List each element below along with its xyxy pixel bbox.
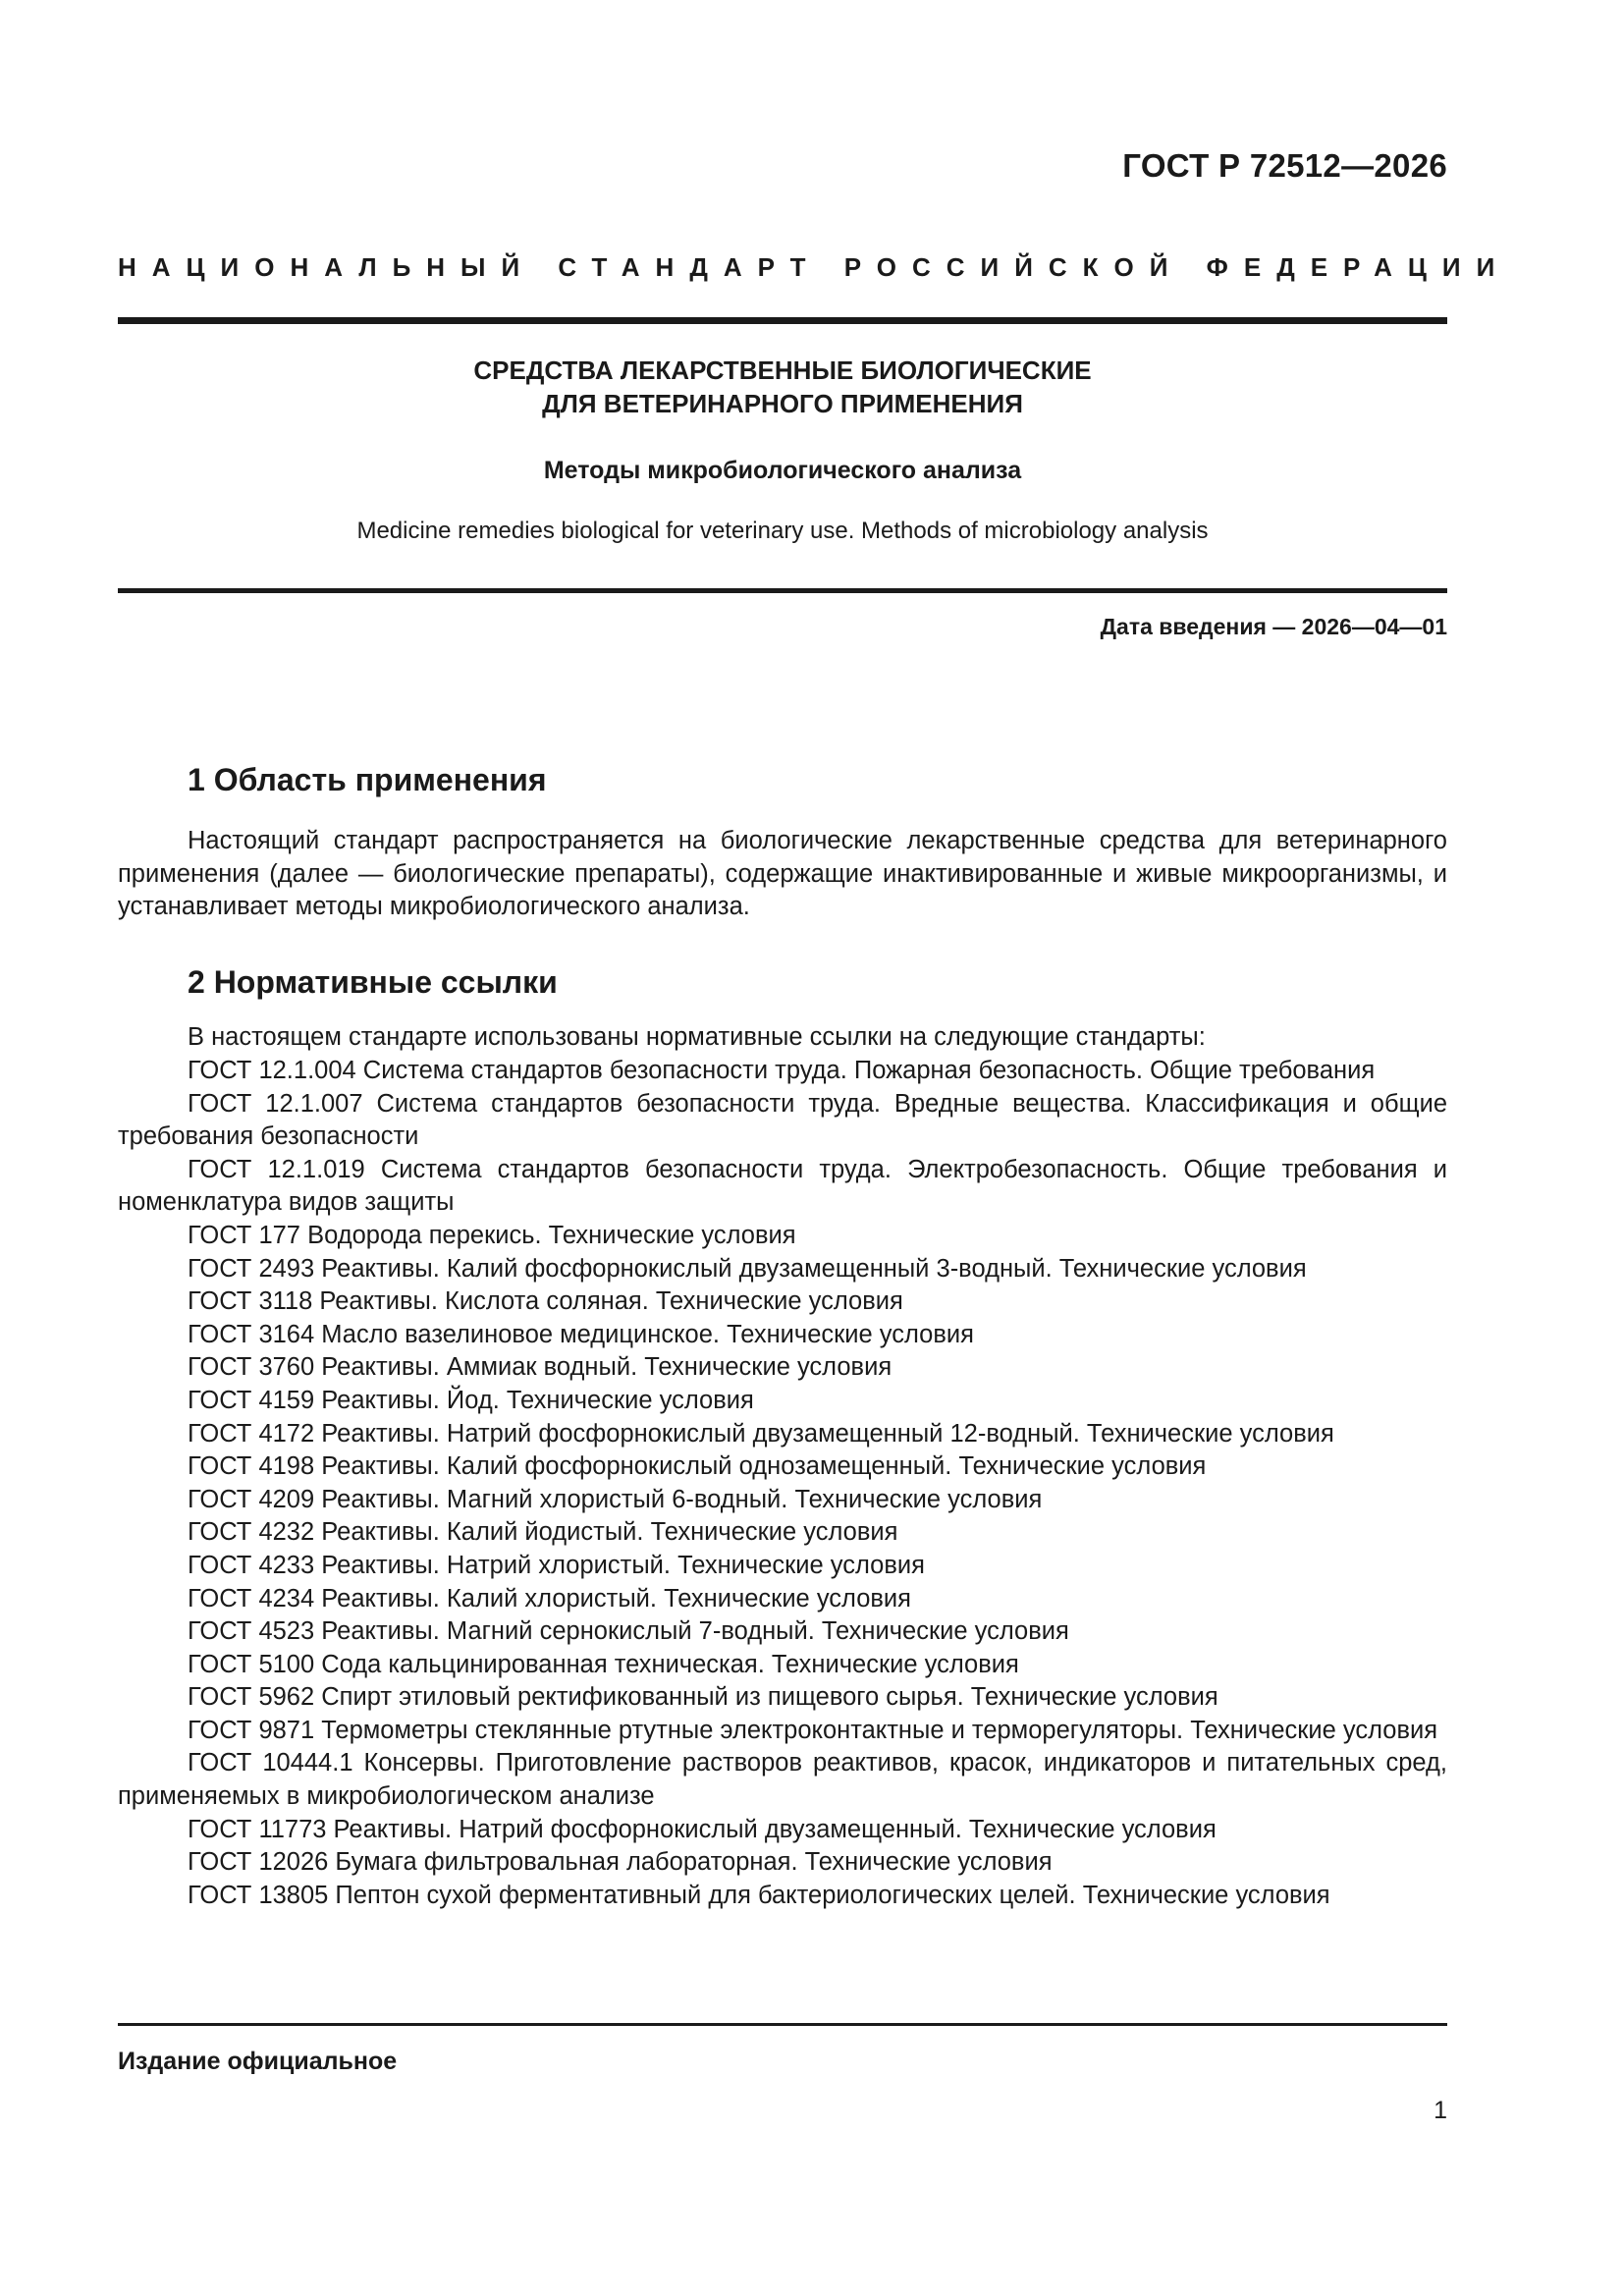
section-1-paragraph: Настоящий стандарт распространяется на биологические лекарственные средства для ветеринарного применения (далее — биологические препараты), содержащие инактивированные и живые микроорганизмы, и устанавливает методы микробиологического анализа. — [118, 827, 1447, 921]
section-2-intro — [118, 1021, 1447, 1055]
reference-item: ГОСТ 11773 Реактивы. Натрий фосфорнокислый двузамещенный. Технические условия — [188, 1815, 1217, 1843]
reference-item: ГОСТ 3760 Реактивы. Аммиак водный. Технические условия — [188, 1353, 893, 1382]
reference-item: ГОСТ 177 Водорода перекись. Технические условия — [188, 1221, 796, 1249]
page-number: 1 — [1434, 2097, 1447, 2124]
reference-item: ГОСТ 12.1.019 Система стандартов безопасности труда. Электробезопасность. Общие требования и номенклатура видов защиты — [118, 1155, 1447, 1217]
reference-item: ГОСТ 10444.1 Консервы. Приготовление растворов реактивов, красок, индикаторов и питательных сред, применяемых в микробиологическом анализе — [118, 1749, 1447, 1811]
reference-list — [118, 1055, 1447, 1912]
reference-item: ГОСТ 4523 Реактивы. Магний сернокислый 7-водный. Технические условия — [188, 1617, 1069, 1646]
reference-item: ГОСТ 4233 Реактивы. Натрий хлористый. Технические условия — [188, 1551, 925, 1579]
reference-item: ГОСТ 3164 Масло вазелиновое медицинское. Технические условия — [188, 1320, 974, 1348]
reference-item: ГОСТ 12.1.004 Система стандартов безопасности труда. Пожарная безопасность. Общие требования — [188, 1057, 1376, 1084]
reference-item: ГОСТ 12026 Бумага фильтровальная лабораторная. Технические условия — [188, 1848, 1053, 1877]
section-2-intro-text: В настоящем стандарте использованы нормативные ссылки на следующие стандарты: — [188, 1023, 1206, 1051]
reference-item: ГОСТ 4159 Реактивы. Йод. Технические условия — [188, 1386, 754, 1414]
reference-item: ГОСТ 9871 Термометры стеклянные ртутные электроконтактные и терморегуляторы. Технические условия — [188, 1716, 1438, 1744]
title-line-1: СРЕДСТВА ЛЕКАРСТВЕННЫЕ БИОЛОГИЧЕСКИЕ — [473, 355, 1092, 385]
reference-item: ГОСТ 5100 Сода кальцинированная техническая. Технические условия — [188, 1650, 1019, 1678]
title-line-2: ДЛЯ ВЕТЕРИНАРНОГО ПРИМЕНЕНИЯ — [542, 389, 1023, 418]
title-rule — [118, 588, 1447, 593]
reference-item: ГОСТ 3118 Реактивы. Кислота соляная. Технические условия — [188, 1287, 903, 1316]
header-rule — [118, 317, 1447, 324]
footer-rule — [118, 2023, 1447, 2026]
edition-label: Издание официальное — [118, 2048, 398, 2075]
reference-item: ГОСТ 13805 Пептон сухой ферментативный для бактериологических целей. Технические условия — [188, 1881, 1330, 1909]
reference-item: ГОСТ 2493 Реактивы. Калий фосфорнокислый двузамещенный 3-водный. Технические условия — [188, 1254, 1307, 1283]
introduction-date: Дата введения — 2026—04—01 — [1100, 614, 1447, 639]
reference-item: ГОСТ 4172 Реактивы. Натрий фосфорнокислый двузамещенный 12-водный. Технические условия — [188, 1419, 1334, 1448]
section-2-heading: 2 Нормативные ссылки — [188, 964, 558, 1000]
english-title: Medicine remedies biological for veterinary use. Methods of microbiology analysis — [356, 518, 1209, 544]
national-standard-header: НАЦИОНАЛЬНЫЙ СТАНДАРТ РОССИЙСКОЙ ФЕДЕРАЦИИ — [118, 252, 1511, 282]
document-number: ГОСТ Р 72512—2026 — [1122, 147, 1447, 184]
reference-item: ГОСТ 4232 Реактивы. Калий йодистый. Технические условия — [188, 1518, 898, 1547]
reference-item: ГОСТ 4209 Реактивы. Магний хлористый 6-водный. Технические условия — [188, 1485, 1043, 1513]
reference-item: ГОСТ 5962 Спирт этиловый ректификованный из пищевого сырья. Технические условия — [188, 1683, 1218, 1712]
section-1-text — [118, 825, 1447, 924]
document-subtitle: Методы микробиологического анализа — [543, 457, 1022, 484]
reference-item: ГОСТ 12.1.007 Система стандартов безопасности труда. Вредные вещества. Классификация и общие требования безопасности — [118, 1089, 1447, 1151]
reference-item: ГОСТ 4198 Реактивы. Калий фосфорнокислый однозамещенный. Технические условия — [188, 1452, 1207, 1481]
reference-item: ГОСТ 4234 Реактивы. Калий хлористый. Технические условия — [188, 1584, 911, 1613]
section-1-heading: 1 Область применения — [188, 762, 547, 797]
